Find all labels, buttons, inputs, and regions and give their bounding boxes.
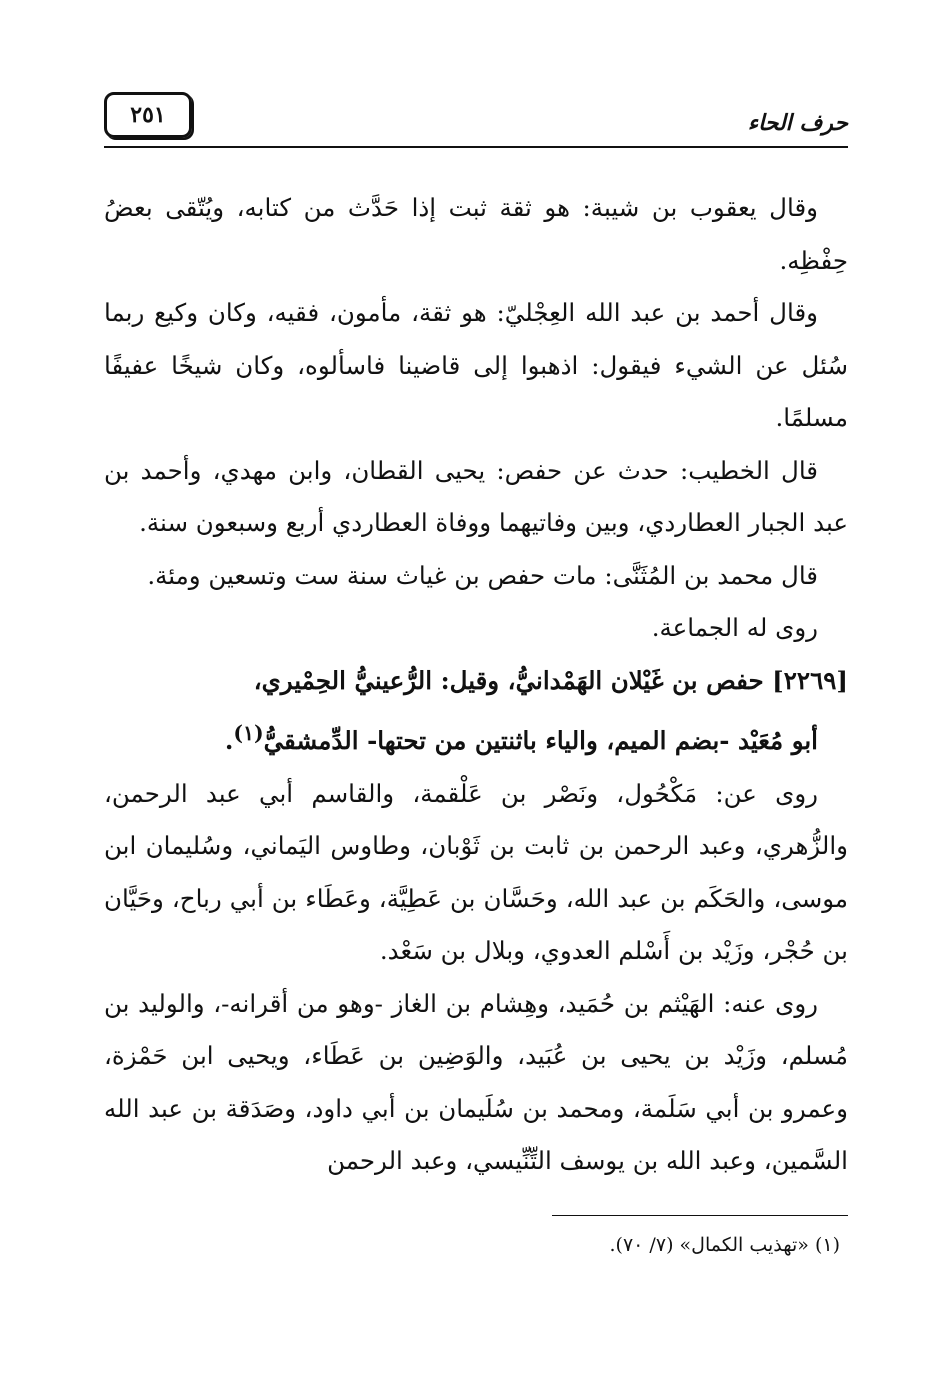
paragraph: روى عنه: الهَيْثم بن حُمَيد، وهِشام بن الغاز -وهو من أقرانه-، والوليد بن مُسلم، وزَيْد بن يحيى بن عُبَيد، والوَضِين بن عَطَاء، ويحيى ابن حَمْزة، وعمرو بن أبي سَلَمة، ومحمد بن سُلَيمان بن أبي داود، وصَدَقة بن عبد الله السَّمين، وعبد الله بن يوسف التِّنِّيسي، وعبد الرحمن [104,988,848,1176]
entry-heading-line-1: [٢٢٦٩] حفص بن غَيْلان الهَمْدانيُّ، وقيل: الرُّعينيُّ الحِمْيري، [253,665,848,695]
footnote: (١) «تهذيب الكمال» (٧/ ٧٠). [609,1234,840,1256]
page-header [104,88,848,148]
entry-heading-end: . [224,726,234,756]
footnote-ref[interactable]: (١) [233,721,264,745]
chapter-title: حرف الحاء [747,110,848,136]
footnote-divider [552,1215,848,1216]
paragraph: روى له الجماعة. [651,613,818,642]
page-number: ٢٥١ [104,92,192,138]
paragraph: وقال أحمد بن عبد الله العِجْليّ: هو ثقة، مأمون، فقيه، وكان وكيع ربما سُئل عن الشيء فيقول: اذهبوا إلى قاضينا فاسألوه، وكان شيخًا عفيفًا مسلمًا. [104,298,848,432]
paragraph: وقال يعقوب بن شيبة: هو ثقة ثبت إذا حَدَّث من كتابه، ويُتّقى بعضُ حِفْظِه. [104,193,848,275]
entry-heading [104,655,848,768]
paragraph: روى عن: مَكْحُول، ونَصْر بن عَلْقمة، والقاسم أبي عبد الرحمن، والزُّهري، وعبد الرحمن بن ثابت بن ثَوْبان، وطاوس اليَماني، وسُليمان ابن موسى، والحَكَم بن عبد الله، وحَسَّان بن عَطِيَّة، وعَطَاء بن أبي رباح، وحَيَّان بن حُجْر، وزَيْد بن أَسْلم العدوي، وبلال بن سَعْد. [104,778,848,966]
paragraph: قال محمد بن المُثَنَّى: مات حفص بن غياث سنة ست وتسعين ومئة. [147,560,818,590]
page-body [104,182,848,1188]
entry-heading-line-2 [104,707,848,768]
entry-heading-text: أبو مُعَيْد -بضم الميم، والياء باثنتين من تحتها- الدِّمشقيُّ [263,726,818,756]
paragraph: قال الخطيب: حدث عن حفص: يحيى القطان، وابن مهدي، وأحمد بن عبد الجبار العطاردي، وبين وفاتيهما ووفاة العطاردي أربع وسبعون سنة. [104,455,848,537]
